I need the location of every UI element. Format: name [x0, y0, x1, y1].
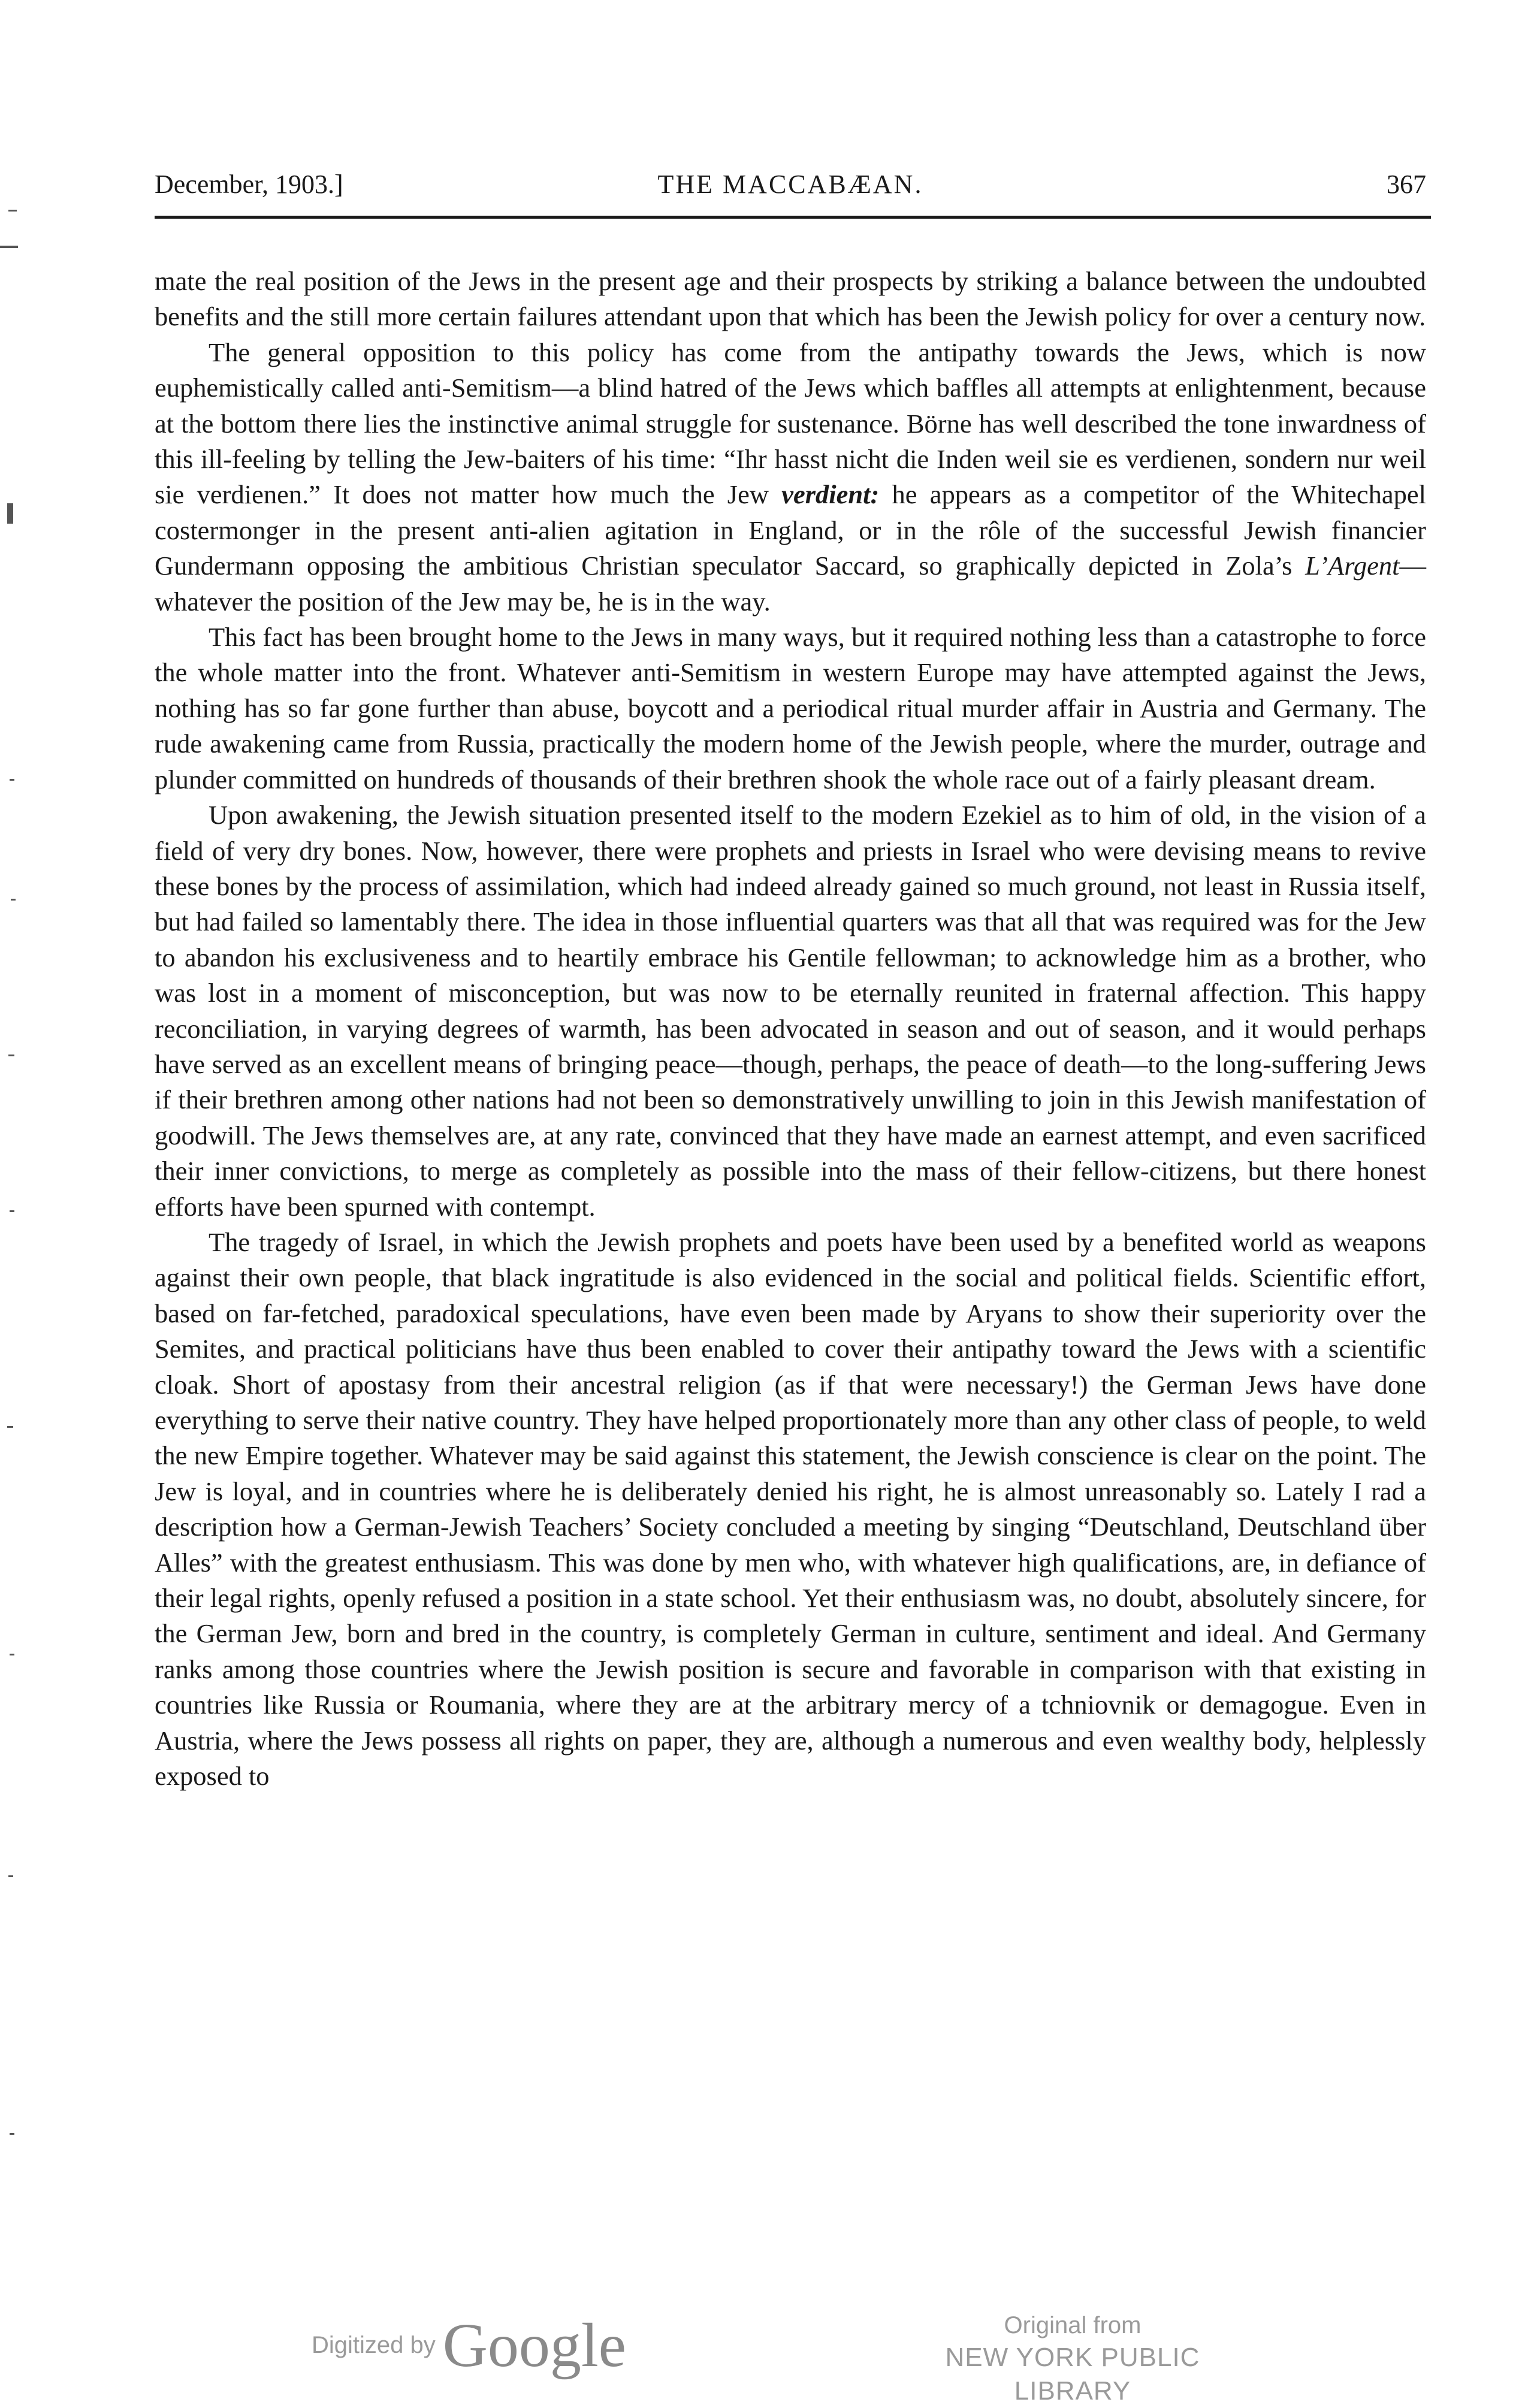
- emphasis-largent: L’Argent: [1305, 551, 1400, 581]
- original-from-text: Original from: [1004, 2312, 1142, 2338]
- paragraph-2-part-2: he appears as a competitor of the Whitechapel costermonger in the present anti-alien agitation in England, or in the rôle of the successful Jewish financier Gundermann opposing the ambitious Christian speculator Saccard, so graphically depicted in Zola’s: [155, 479, 1427, 581]
- page-number: 367: [1387, 170, 1426, 199]
- paragraph-2-part-3: —whatever the position of the Jew may be, he is in the way.: [155, 551, 1426, 617]
- paragraph-1: mate the real position of the Jews in the present age and their prospects by striking a balance between the undoubted benefits and the still more certain failures attendant upon that which has been the Jewish policy for over a century now.: [155, 266, 1426, 332]
- paragraph-2: [155, 335, 1426, 620]
- running-header: [155, 169, 1426, 205]
- header-rule: [155, 216, 1431, 219]
- paragraph-3: This fact has been brought home to the Jews in many ways, but it required nothing less than a catastrophe to force the whole matter into the front. Whatever anti-Semitism in western Europe may have attempted against the Jews, nothing has so far gone further than abuse, boycott and a periodical ritual murder affair in Austria and Germany. The rude awakening came from Russia, practically the modern home of the Jewish people, where the murder, outrage and plunder committed on hundreds of thousands of their brethren shook the whole race out of a fairly pleasant dream.: [155, 622, 1426, 794]
- journal-title: THE MACCABÆAN.: [657, 170, 923, 199]
- digitized-by-watermark: [312, 2310, 626, 2380]
- paragraph-2-part-1: The general opposition to this policy has come from the antipathy towards the Jews, which is now euphemistically called anti-Semitism—a blind hatred of the Jews which baffles all attempts at enlightenment, because at the bottom there lies the instinctive animal struggle for sustenance. Börne has well described the tone inwardness of this ill-feeling by telling the Jew-baiters of his time: “Ihr hasst nicht die Inden weil sie es verdienen, sondern nur weil sie verdienen.” It does not matter how much the Jew: [155, 337, 1426, 510]
- digitized-by-text: Digitized by: [312, 2332, 436, 2358]
- left-margin-scan-marks: [0, 0, 36, 2397]
- paragraph-5: The tragedy of Israel, in which the Jewish prophets and poets have been used by a benefited world as weapons against their own people, that black ingratitude is also evidenced in the social and political fields. Scientific effort, based on far-fetched, paradoxical speculations, have even been made by Aryans to show their superiority over the Semites, and practical politicians have thus been enabled to cover their antipathy toward the Jews with a scientific cloak. Short of apostasy from their ancestral religion (as if that were necessary!) the German Jews have done everything to serve their native country. They have helped proportionately more than any other class of people, to weld the new Empire together. Whatever may be said against this statement, the Jewish conscience is clear on the point. The Jew is loyal, and in countries where he is deliberately denied his right, he is almost unreasonably so. Lately I rad a description how a German-Jewish Teachers’ Society concluded a meeting by singing “Deutschland, Deutschland über Alles” with the greatest enthusiasm. This was done by men who, with whatever high qualifications, are, in defiance of their legal rights, openly refused a position in a state school. Yet their enthusiasm was, no doubt, absolutely sincere, for the German Jew, born and bred in the country, is completely German in culture, sentiment and ideal. And Germany ranks among those countries where the Jewish position is secure and favorable in comparison with that existing in countries like Russia or Roumania, where they are at the arbitrary mercy of a tchniovnik or demagogue. Even in Austria, where the Jews possess all rights on paper, they are, although a numerous and even wealthy body, helplessly exposed to: [155, 1226, 1426, 1791]
- emphasis-verdient: verdient:: [781, 479, 880, 510]
- paragraph-4: Upon awakening, the Jewish situation presented itself to the modern Ezekiel as to him of old, in the vision of a field of very dry bones. Now, however, there were prophets and priests in Israel who were devising means to revive these bones by the process of assimilation, which had indeed already gained so much ground, not least in Russia itself, but had failed so lamentably there. The idea in those influential quarters was that all that was required was for the Jew to abandon his exclusiveness and to heartily embrace his Gentile fellowman; to acknowledge him as a brother, who was lost in a moment of misconception, but was now to be eternally reunited in fraternal affection. This happy reconciliation, in varying degrees of warmth, has been advocated in season and out of season, and it would perhaps have served as an excellent means of bringing peace—though, perhaps, the peace of death—to the long-suffering Jews if their brethren among other nations had not been so demonstratively unwilling to join in this Jewish manifestation of goodwill. The Jews themselves are, at any rate, convinced that they have made an earnest attempt, and even sacrificed their inner convictions, to merge as completely as possible into the mass of their fellow-citizens, but there honest efforts have been spurned with contempt.: [155, 800, 1426, 1222]
- google-logo: Google: [442, 2311, 626, 2380]
- library-name: NEW YORK PUBLIC LIBRARY: [945, 2343, 1200, 2406]
- original-source-watermark: [887, 2310, 1258, 2408]
- header-date: December, 1903.]: [155, 170, 343, 199]
- article-body: [155, 264, 1426, 1794]
